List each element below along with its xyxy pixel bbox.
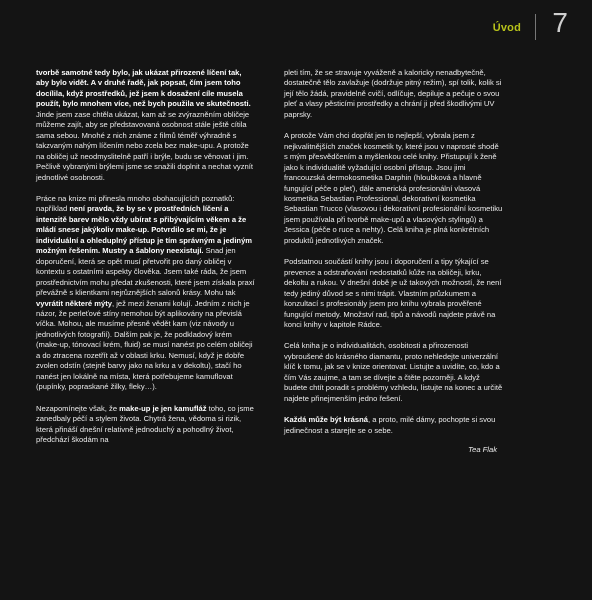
body-text: Celá kniha je o individualitách, osobitosti a přirozenosti vybroušené do krásného diamantu, proto nehledejte univerzální klíč k tomu, jak se v knize orientovat. Listujte a uvidíte, co, kdo a čím Vás zaujme, a tam se dívejte a čtěte pozorněji. A když budete chtít poradit s problémy vzhledu, listujte na konec a určitě najdete přinejmenším jedno řešení. [284, 341, 503, 403]
paragraph [284, 341, 503, 404]
page-header [0, 0, 592, 56]
body-text: Nezapomínejte však, že [36, 403, 120, 413]
body-text: toho, co jsme zanedbaly péčí a stylem života. Chytrá žena, vědoma si rizik, která přináší dnešní relativně jednoduchý a pohodlný život, předchází škodám na [36, 403, 254, 444]
emphasis-text: vyvrátit některé mýty [36, 298, 112, 308]
page-number: 7 [552, 7, 568, 38]
left-text-column [36, 68, 255, 454]
section-title: Úvod [492, 22, 521, 34]
body-text: , jež mezi ženami kolují. Jedním z nich je názor, že perleťové stíny nemohou být aplikovány na převislá víčka. Mohou, ale musíme přesně vědět kam (viz návody u jednotlivých fotografií). Dalším pak je, že podkladový krém (make-up, tónovací krém, fluid) se musí nanést po celém obličeji a do ztracena rozetřít až v oblasti krku. Nemusí, když je dobře zvolen odstín (stejně barvy jako na krku a v dekoltu), stačí ho nanést jen lokálně na místa, která potřebujeme kamuflovat (pupínky, popraskané žilky, fleky…). [36, 298, 253, 392]
emphasis-text: tvorbě samotné tedy bylo, jak ukázat přirozené líčení tak, aby bylo vidět. A v druhé řadě, jak popsat, čím jsem toho docílila, když prostředků, jež jsem k dosažení cíle musela použít, bylo mnohem více, než bych použila ve skutečnosti. [36, 68, 251, 109]
paragraph [36, 194, 255, 393]
author-signature: Tea Flak [468, 445, 497, 455]
paragraph [36, 404, 255, 446]
body-text: Snad jen doporučení, která se opět musí přetvořit pro daný obličej v kontextu s ostatními aspekty člověka. Jsem také ráda, že jsem prostřednictvím mohu předat zkušenosti, které jsem získala praxí převážně s klientkami nejrůznějších salonů krásy. Mohu tak [36, 246, 255, 298]
header-divider [535, 14, 536, 40]
body-text: Jinde jsem zase chtěla ukázat, kam až se zvýrazněním obličeje můžeme zajít, aby se představovaná osobnost stále ještě cítila sama sebou. Mnohé z nich známe z filmů téměř výhradně s takzvaným nahým líčením nebo zcela bez make-upu. A protože na obličej už neodmyslitelně patří i brýle, budu se věnovat i jim. Pečlivě vybranými brýlemi jsme se snažili doplnit a nechat vyznít jednotlivé osobnosti. [36, 109, 253, 182]
paragraph [36, 68, 255, 183]
paragraph [284, 415, 503, 436]
body-text: pleti tím, že se stravuje vyváženě a kaloricky nenadbytečně, dostatečně tělo zavlažuje (dodržuje pitný režim), spí tolik, kolik si její tělo žádá, pravidelně cvičí, odlíčuje, depiluje a pečuje o svou pleť a vlasy pěsticími prostředky a chrání ji před škodlivými UV paprsky. [284, 68, 502, 119]
body-text: Podstatnou součástí knihy jsou i doporučení a tipy týkající se prevence a odstraňování nedostatků kůže na obličeji, krku, dekoltu a rukou. V dnešní době je už takových možností, že není tedy jediný důvod se s nimi trápit. Vlastním průzkumem a konzultací s profesionály jsem pro knihu vybrala prověřené fungující metody. Množství rad, tipů a návodů najdete právě na konci knihy v kapitole Rádce. [284, 257, 502, 329]
emphasis-text: Každá může být krásná [284, 415, 368, 425]
paragraph [284, 68, 503, 120]
right-text-column [284, 68, 503, 456]
body-text: , a proto, milé dámy, pochopte si svou jedinečnost a starejte se o sebe. [284, 415, 496, 435]
body-text: A protože Vám chci dopřát jen to nejlepší, vybrala jsem z nejkvalitnějších značek kosmetik ty, které jsou v naprosté shodě s mým přesvědčením a myšlenkou celé knihy. Přistupují k ženě jako k individualitě vyžadující osobní přístup. Jsou jimi francouzská dermokosmetika Darphin (hloubková a hlavně fungující péče o pleť), dále americká profesionální vlasová kosmetika Sebastian Professional, dekorativní kosmetika Sebastian Trucco (vlasovou i dekorativní profesionální kosmetiku jsem používala při tvorbě make-upů a vlasových stylingů) a Jessica (péče o ruce a nehty). Celá kniha je plná konkrétních produktů jednotlivých značek. [284, 131, 503, 245]
paragraph [284, 131, 503, 246]
body-text: Práce na knize mi přinesla mnoho obohacujících poznatků: například [36, 193, 235, 214]
emphasis-text: make-up je jen kamufláž [119, 403, 207, 413]
emphasis-text: není pravda, že by se v prostředních líčení a intenzitě barev mělo vždy ubírat s přibývajícím věkem a že mládí snese jakýkoliv make-up. Potvrdilo se mi, že je individuální a ohleduplný přístup je tím správným a jediným možným řešením. Mustry a šablony neexistují. [36, 204, 253, 256]
paragraph [284, 257, 503, 330]
